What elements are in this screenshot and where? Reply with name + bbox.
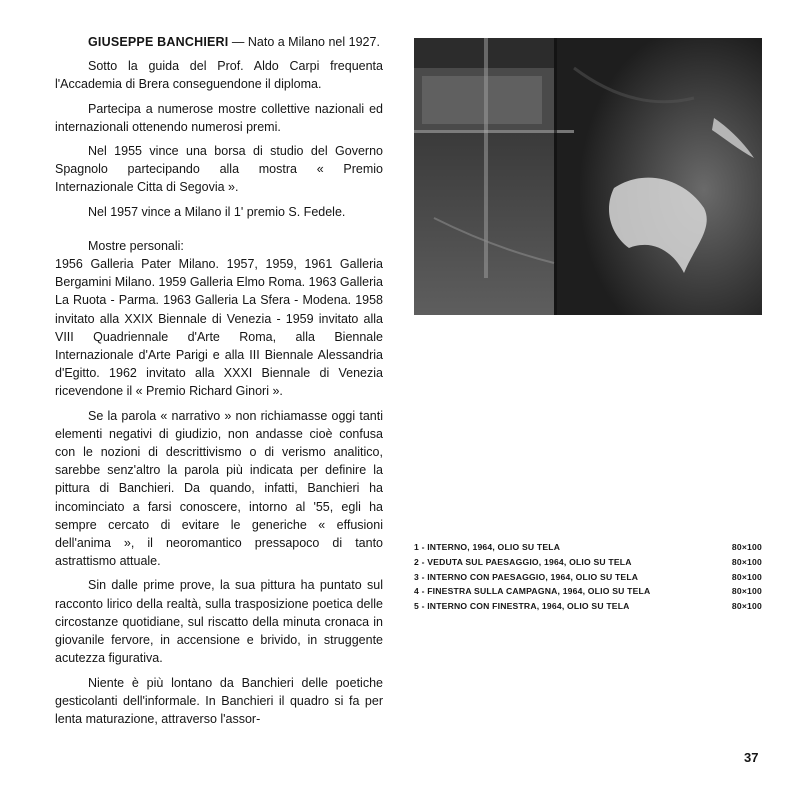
caption-title: 3 - INTERNO CON PAESAGGIO, 1964, OLIO SU TELA bbox=[414, 571, 639, 582]
paragraph-1: Sotto la guida del Prof. Aldo Carpi frequenta l'Accademia di Brera conseguendone il diploma. bbox=[55, 59, 383, 92]
author-name: GIUSEPPE BANCHIERI bbox=[88, 35, 229, 49]
paragraph-5: Mostre personali: bbox=[88, 238, 184, 253]
paragraph-7: Se la parola « narrativo » non richiamasse oggi tanti elementi negativi di giudizio, non andasse cioè confusa con le nozioni di descrittivismo o di verismo analitico, sarebbe senz'altro la parola più indicata per definire la pittura di Banchieri. Da quando, infatti, Banchieri ha incominciato a farsi conoscere, intorno al '55, egli ha sempre cercato di evitare le generiche « effusioni dell'anima », il neoromantico pressapoco di tanto astrattismo attuale. bbox=[55, 408, 383, 569]
caption-size: 80×100 bbox=[731, 556, 762, 567]
painting-image bbox=[414, 38, 762, 315]
painting-artwork bbox=[414, 38, 762, 315]
intro-rest: — Nato a Milano nel 1927. bbox=[228, 35, 380, 49]
caption-size: 80×100 bbox=[731, 542, 762, 552]
paragraph-8: Sin dalle prime prove, la sua pittura ha puntato sul racconto lirico della realtà, sulla trasposizione poetica delle circostanze quotidiane, sul riscatto della minuta cronaca in giovanile fervore, in accensione e brivido, in struggente acutezza figurativa. bbox=[55, 578, 383, 666]
paragraph-6: 1956 Galleria Pater Milano. 1957, 1959, 1961 Galleria Bergamini Milano. 1959 Galleria Elmo Roma. 1963 Galleria La Ruota - Parma. 1963 Galleria La Sfera - Modena. 1958 invitato alla XXIX Biennale di Venezia - 1959 invitato alla VIII Quadriennale d'Arte Roma, alla Biennale Internazionale d'Arte Parigi e alla III Biennale Alessandria d'Egitto. 1962 invitato alla XXXI Biennale di Venezia ricevendone il « Premio Richard Ginori ». bbox=[55, 257, 383, 399]
caption-row bbox=[414, 584, 762, 599]
caption-title: 2 - VEDUTA SUL PAESAGGIO, 1964, OLIO SU TELA bbox=[414, 556, 632, 567]
caption-row bbox=[414, 555, 762, 570]
caption-size: 80×100 bbox=[731, 571, 762, 582]
article-text bbox=[55, 33, 383, 734]
caption-title: 5 - INTERNO CON FINESTRA, 1964, OLIO SU TELA bbox=[414, 601, 630, 612]
paragraph-4: Nel 1957 vince a Milano il 1' premio S. Fedele. bbox=[88, 204, 346, 219]
caption-row bbox=[414, 599, 762, 614]
caption-title: 1 - INTERNO, 1964, OLIO SU TELA bbox=[414, 542, 561, 552]
intro-paragraph bbox=[55, 33, 383, 51]
caption-row bbox=[414, 540, 762, 555]
paragraph-3: Nel 1955 vince una borsa di studio del Governo Spagnolo partecipando alla mostra « Premio Internazionale Citta di Segovia ». bbox=[55, 144, 383, 195]
page-number: 37 bbox=[744, 750, 759, 765]
caption-row bbox=[414, 570, 762, 585]
paragraph-9: Niente è più lontano da Banchieri delle poetiche gesticolanti dell'informale. In Banchieri il quadro si fa per lenta maturazione, attraverso l'assor- bbox=[55, 675, 383, 726]
caption-title: 4 - FINESTRA SULLA CAMPAGNA, 1964, OLIO SU TELA bbox=[414, 586, 651, 597]
paragraph-2: Partecipa a numerose mostre collettive nazionali ed internazionali ottenendo numerosi premi. bbox=[55, 101, 383, 134]
caption-size: 80×100 bbox=[731, 601, 762, 612]
caption-list bbox=[414, 540, 762, 614]
caption-size: 80×100 bbox=[731, 586, 762, 597]
